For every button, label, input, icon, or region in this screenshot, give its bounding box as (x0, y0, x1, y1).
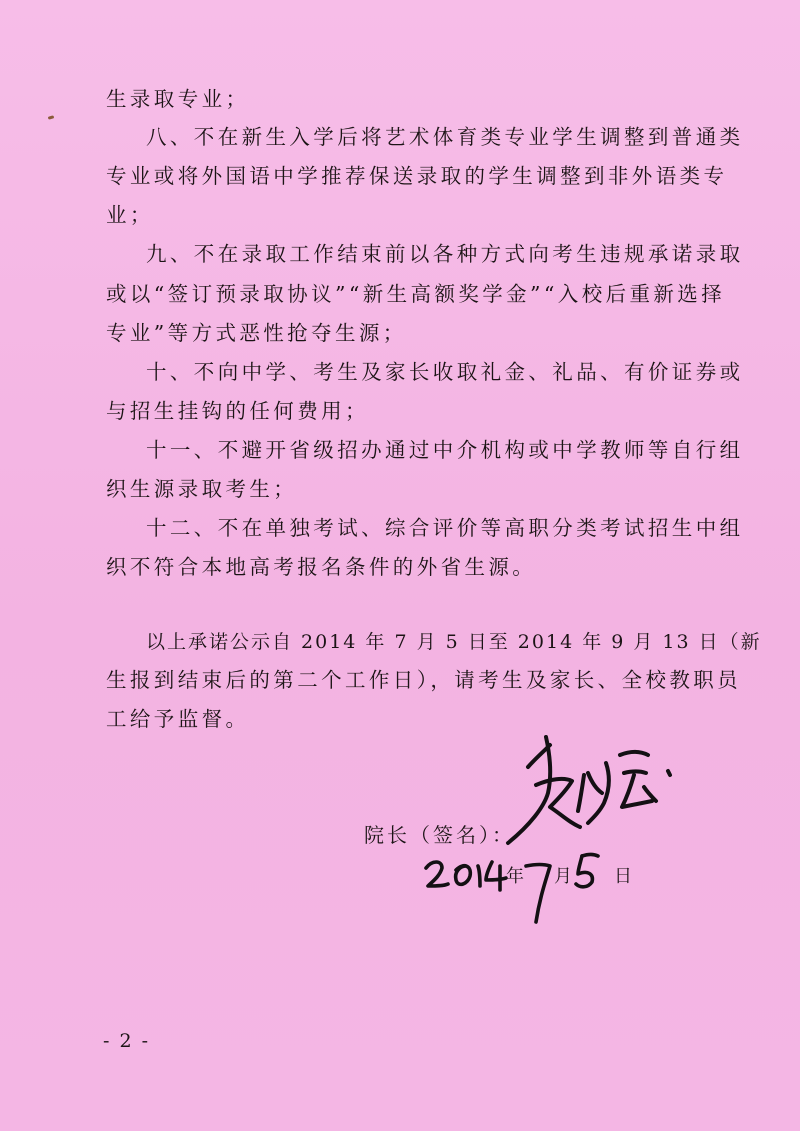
paragraph-line-1: 生录取专业； (106, 87, 250, 111)
paragraph-line-14: 以上承诺公示自 2014 年 7 月 5 日至 2014 年 9 月 13 日（新 (146, 631, 762, 653)
paragraph-line-12: 十二、不在单独考试、综合评价等高职分类考试招生中组 (146, 516, 744, 540)
paragraph-line-6: 或以“签订预录取协议”“新生高额奖学金”“入校后重新选择 (106, 282, 726, 306)
date-month-char: 月 (554, 866, 572, 887)
paragraph-line-2: 八、不在新生入学后将艺术体育类专业学生调整到普通类 (146, 125, 744, 149)
paragraph-line-8: 十、不向中学、考生及家长收取礼金、礼品、有价证券或 (146, 360, 744, 384)
paragraph-line-10: 十一、不避开省级招办通过中介机构或中学教师等自行组 (146, 438, 744, 462)
paragraph-line-3: 专业或将外国语中学推荐保送录取的学生调整到非外语类专 (106, 164, 728, 188)
paper-speck (48, 115, 55, 119)
paragraph-line-16: 工给予监督。 (106, 707, 250, 731)
paragraph-line-11: 织生源录取考生； (106, 477, 298, 501)
handwritten-signature (480, 715, 680, 865)
handwritten-date (418, 852, 658, 932)
paragraph-line-13: 织不符合本地高考报名条件的外省生源。 (106, 555, 537, 579)
signature-label: 院长（签名）： (364, 823, 515, 847)
paragraph-line-15: 生报到结束后的第二个工作日），请考生及家长、全校教职员 (106, 668, 742, 692)
paragraph-line-5: 九、不在录取工作结束前以各种方式向考生违规承诺录取 (146, 242, 744, 266)
paragraph-line-9: 与招生挂钩的任何费用； (106, 399, 369, 423)
date-day-char: 日 (614, 866, 632, 887)
paragraph-line-4: 业； (106, 203, 154, 227)
date-year-char: 年 (506, 866, 524, 887)
paragraph-line-7: 专业”等方式恶性抢夺生源； (106, 321, 407, 345)
page-number: - 2 - (103, 1030, 151, 1052)
